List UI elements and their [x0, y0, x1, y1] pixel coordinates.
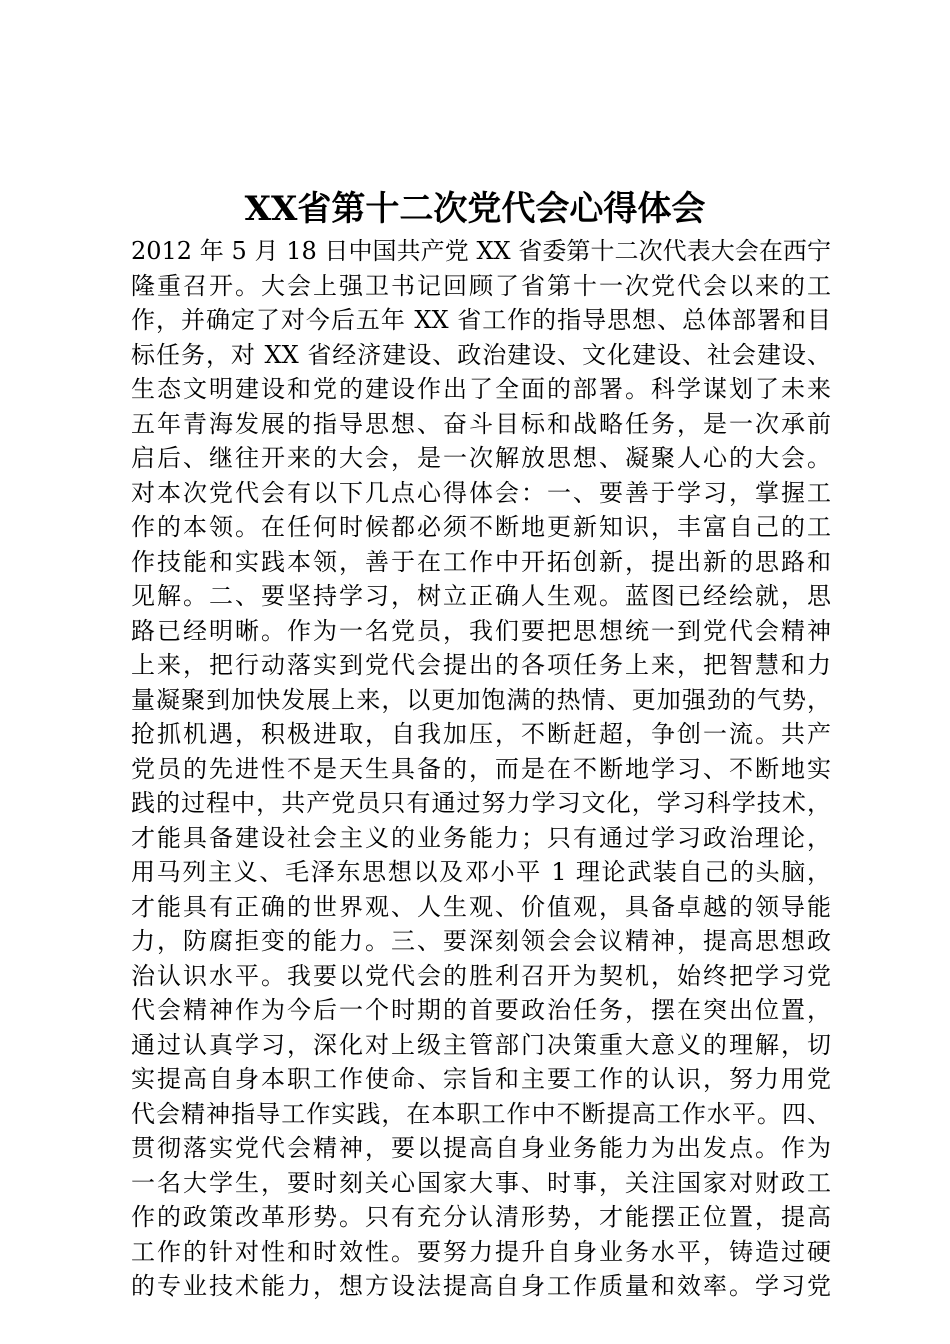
body-line: 实提高自身本职工作使命、宗旨和主要工作的认识，努力用党	[131, 1065, 831, 1093]
body-line: 一名大学生，要时刻关心国家大事、时事，关注国家对财政工	[131, 1168, 831, 1197]
body-line: 工作的针对性和时效性。要努力提升自身业务水平，铸造过硬	[131, 1237, 831, 1266]
body-line: 隆重召开。大会上强卫书记回顾了省第十一次党代会以来的工	[131, 271, 831, 300]
body-line: 代会精神指导工作实践，在本职工作中不断提高工作水平。四、	[131, 1099, 831, 1128]
body-line: 才能具备建设社会主义的业务能力；只有通过学习政治理论，	[131, 823, 831, 852]
body-line: 代会精神作为今后一个时期的首要政治任务，摆在突出位置，	[131, 996, 831, 1024]
body-line: 通过认真学习，深化对上级主管部门决策重大意义的理解，切	[131, 1030, 831, 1059]
document-body	[131, 234, 831, 1304]
body-line: 力，防腐拒变的能力。三、要深刻领会会议精神，提高思想政	[131, 927, 831, 955]
body-line: 作的本领。在任何时候都必须不断地更新知识，丰富自己的工	[131, 513, 831, 541]
body-line: 标任务，对 XX 省经济建设、政治建设、文化建设、社会建设、	[131, 340, 831, 369]
body-line: 启后、继往开来的大会，是一次解放思想、凝聚人心的大会。	[131, 444, 831, 472]
body-line: 生态文明建设和党的建设作出了全面的部署。科学谋划了未来	[131, 375, 831, 403]
body-line: 作技能和实践本领，善于在工作中开拓创新，提出新的思路和	[131, 547, 831, 576]
body-line: 践的过程中，共产党员只有通过努力学习文化，学习科学技术，	[131, 789, 831, 817]
body-line: 才能具有正确的世界观、人生观、价值观，具备卓越的领导能	[131, 892, 831, 921]
body-line: 用马列主义、毛泽东思想以及邓小平 1 理论武装自己的头脑，	[131, 858, 831, 886]
body-line: 五年青海发展的指导思想、奋斗目标和战略任务，是一次承前	[131, 409, 831, 438]
body-line: 上来，把行动落实到党代会提出的各项任务上来，把智慧和力	[131, 651, 831, 679]
body-line: 路已经明晰。作为一名党员，我们要把思想统一到党代会精神	[131, 616, 831, 645]
body-line: 量凝聚到加快发展上来，以更加饱满的热情、更加强劲的气势，	[131, 685, 831, 714]
body-line: 见解。二、要坚持学习，树立正确人生观。蓝图已经绘就，思	[131, 582, 831, 610]
body-line: 作，并确定了对今后五年 XX 省工作的指导思想、总体部署和目	[131, 306, 831, 334]
body-line: 对本次党代会有以下几点心得体会：一、要善于学习，掌握工	[131, 478, 831, 507]
body-line: 抢抓机遇，积极进取，自我加压，不断赶超，争创一流。共产	[131, 720, 831, 748]
body-line: 的专业技术能力，想方设法提高自身工作质量和效率。学习党	[131, 1272, 831, 1300]
body-line: 2012 年 5 月 18 日中国共产党 XX 省委第十二次代表大会在西宁	[131, 237, 831, 265]
body-line: 党员的先进性不是天生具备的，而是在不断地学习、不断地实	[131, 754, 831, 783]
body-line: 作的政策改革形势。只有充分认清形势，才能摆正位置，提高	[131, 1203, 831, 1231]
body-line: 治认识水平。我要以党代会的胜利召开为契机，始终把学习党	[131, 961, 831, 990]
document-title: XX省第十二次党代会心得体会	[244, 189, 706, 229]
body-line: 贯彻落实党代会精神，要以提高自身业务能力为出发点。作为	[131, 1134, 831, 1162]
